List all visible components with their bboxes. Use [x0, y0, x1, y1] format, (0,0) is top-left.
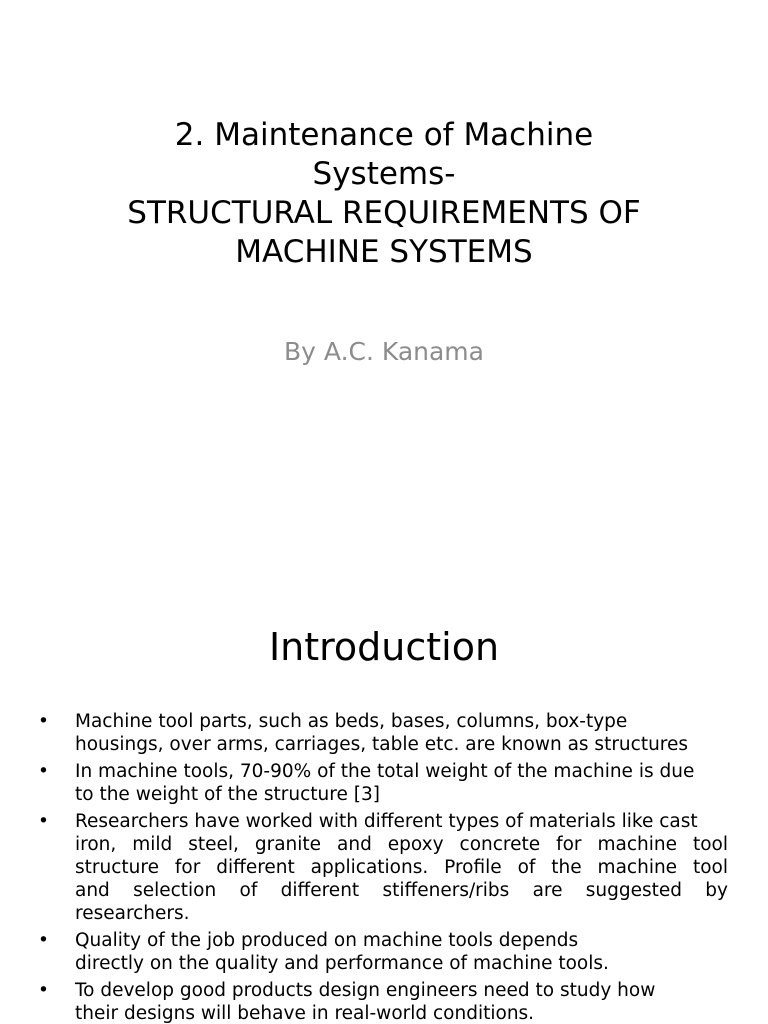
- bullet-icon: •: [38, 930, 49, 951]
- bullet-text-line: their designs will behave in real-world conditions.: [75, 1003, 535, 1024]
- bullet-icon: •: [38, 761, 49, 782]
- author-subtitle: By A.C. Kanama: [284, 337, 484, 366]
- bullet-list: [38, 710, 728, 1024]
- bullet-item: [38, 810, 728, 925]
- bullet-icon: •: [38, 711, 49, 732]
- bullet-text-line: To develop good products design engineers need to study how: [75, 980, 656, 1001]
- bullet-item: [38, 710, 728, 756]
- bullet-item: [38, 760, 728, 806]
- bullet-text-line: Quality of the job produced on machine tools depends: [75, 930, 579, 951]
- bullet-text-line: In machine tools, 70-90% of the total weight of the machine is due: [75, 761, 695, 782]
- bullet-item: [38, 929, 728, 975]
- title-line: STRUCTURAL REQUIREMENTS OF: [127, 195, 641, 231]
- title-line: MACHINE SYSTEMS: [235, 234, 533, 270]
- bullet-text-line: directly on the quality and performance of machine tools.: [75, 953, 609, 974]
- bullet-text-line: housings, over arms, carriages, table etc. are known as structures: [75, 734, 689, 755]
- bullet-text-line: researchers.: [75, 903, 190, 924]
- title-line: 2. Maintenance of Machine: [174, 117, 594, 153]
- bullet-item: [38, 979, 728, 1024]
- bullet-text-line: and selection of different stiffeners/ribs are suggested by: [75, 880, 728, 901]
- introduction-slide: [0, 512, 768, 1024]
- bullet-text-line: Researchers have worked with different types of materials like cast: [75, 811, 698, 832]
- title-line: Systems-: [312, 156, 456, 192]
- slide-heading: Introduction: [268, 625, 500, 669]
- bullet-text-line: structure for different applications. Profile of the machine tool: [75, 857, 728, 878]
- slide-title: [40, 116, 728, 272]
- bullet-text-line: iron, mild steel, granite and epoxy concrete for machine tool: [75, 834, 728, 855]
- bullet-icon: •: [38, 980, 49, 1001]
- bullet-text-line: to the weight of the structure [3]: [75, 784, 380, 805]
- bullet-text-line: Machine tool parts, such as beds, bases, columns, box-type: [75, 711, 628, 732]
- bullet-icon: •: [38, 811, 49, 832]
